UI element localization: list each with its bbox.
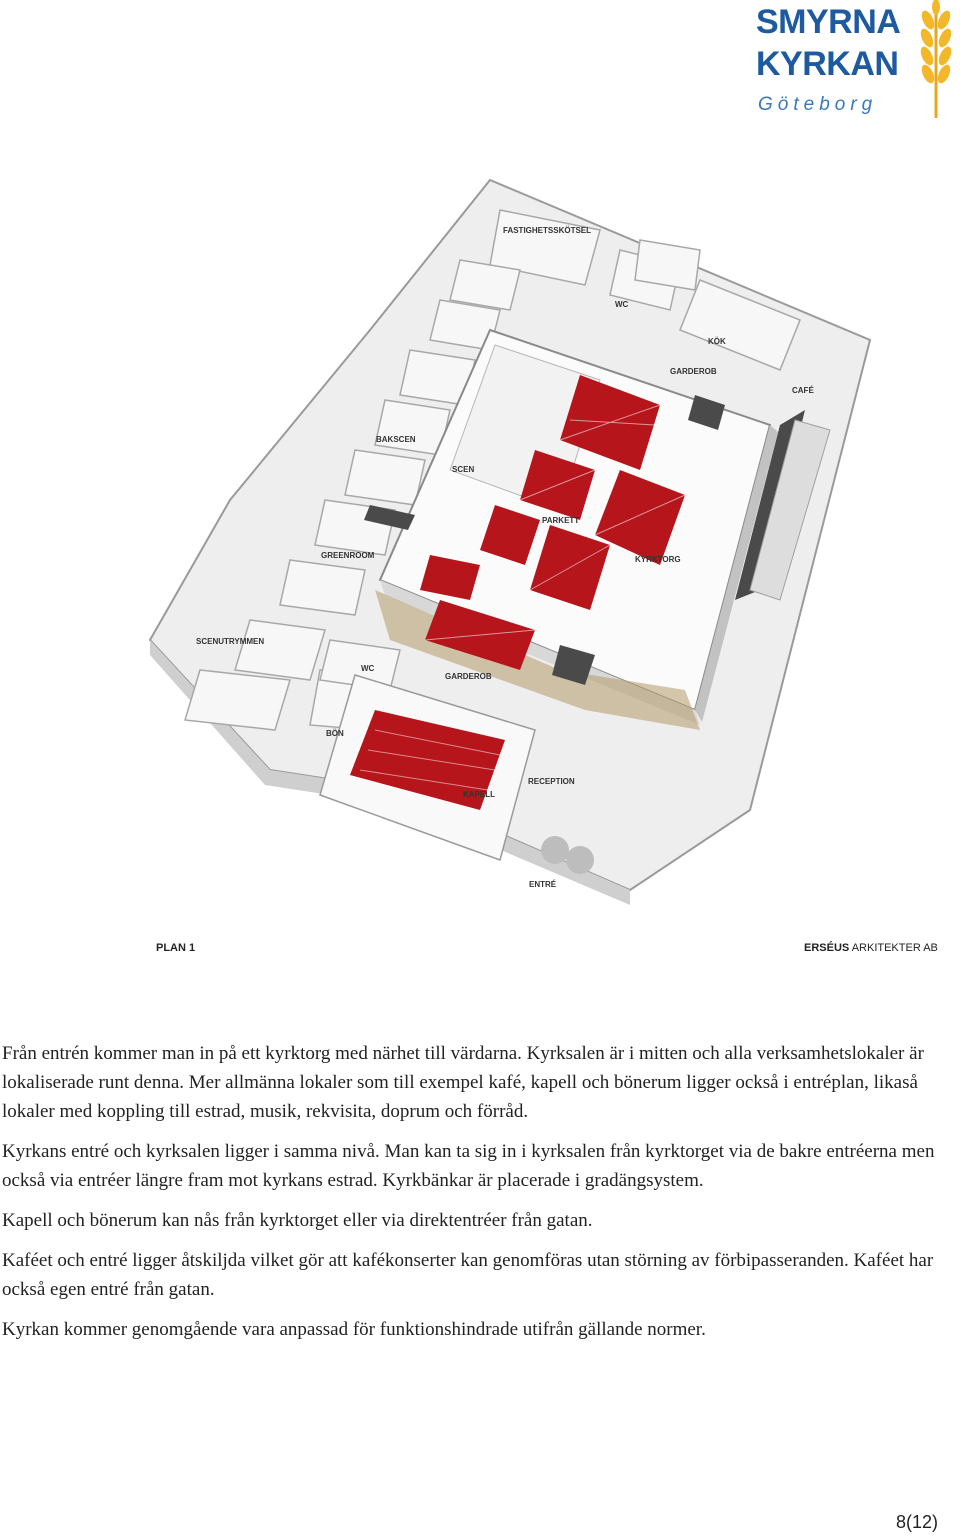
floor-plan-illustration — [140, 170, 880, 940]
room-label-garderob-bottom: GARDEROB — [445, 672, 492, 681]
room-label-bon: BÖN — [326, 729, 344, 738]
room-label-scenutrymmen: SCENUTRYMMEN — [196, 637, 265, 646]
architect-suffix: ARKITEKTER AB — [849, 942, 938, 954]
paragraph-1: Från entrén kommer man in på ett kyrktorg med närhet till värdarna. Kyrksalen är i mitten och alla verksamhetslokaler är lokaliserade runt denna. Mer allmänna lokaler som till exempel kafé, kapell och bönerum ligger också i entréplan, likaså lokaler med koppling till estrad, musik, rekvisita, doprum och förråd. — [2, 1043, 924, 1122]
room-label-cafe: CAFÉ — [792, 386, 814, 395]
room-label-entre: ENTRÉ — [529, 880, 557, 889]
paragraph-2: Kyrkans entré och kyrksalen ligger i samma nivå. Man kan ta sig in i kyrksalen från kyrktorget via de bakre entréerna men också via entréer längre fram mot kyrkans estrad. Kyrkbänkar är placerade i gradängsystem. — [2, 1141, 935, 1191]
room-label-garderob-top: GARDEROB — [670, 367, 717, 376]
wheat-icon — [912, 0, 960, 118]
paragraph-4: Kaféet och entré ligger åtskiljda vilket gör att kafékonserter kan genomföras utan störning av förbipasseranden. Kaféet har också egen entré från gatan. — [2, 1250, 934, 1300]
room-label-greenroom: GREENROOM — [321, 551, 375, 560]
body-text — [2, 1039, 950, 1355]
room-label-fastighetsskotsel: FASTIGHETSSKÖTSEL — [503, 226, 592, 235]
room-label-bakscen: BAKSCEN — [376, 435, 416, 444]
room-label-kapell: KAPELL — [463, 790, 495, 799]
room-label-wc-top: WC — [615, 300, 629, 309]
room-label-scen: SCEN — [452, 465, 475, 474]
architect-name: ERSÉUS — [804, 942, 850, 954]
room-label-reception: RECEPTION — [528, 777, 575, 786]
architect-credit — [804, 942, 938, 954]
logo-line-2: KYRKAN — [756, 45, 899, 83]
page-number: 8(12) — [896, 1512, 939, 1532]
room-label-kok: KÖK — [708, 337, 726, 346]
logo-line-3: Göteborg — [758, 94, 878, 115]
floor-plan-drawing — [140, 170, 880, 940]
paragraph-3: Kapell och bönerum kan nås från kyrktorget eller via direktentréer från gatan. — [2, 1210, 593, 1231]
plan-caption: PLAN 1 — [156, 942, 196, 954]
room-label-parkett: PARKETT — [542, 516, 580, 525]
smyrnakyrkan-logo — [752, 0, 960, 125]
paragraph-5: Kyrkan kommer genomgående vara anpassad för funktionshindrade utifrån gällande normer. — [2, 1319, 706, 1340]
logo-line-1: SMYRNA — [756, 3, 901, 41]
room-label-wc-bottom: WC — [361, 664, 375, 673]
room-label-kyrktorg: KYRKTORG — [635, 555, 681, 564]
